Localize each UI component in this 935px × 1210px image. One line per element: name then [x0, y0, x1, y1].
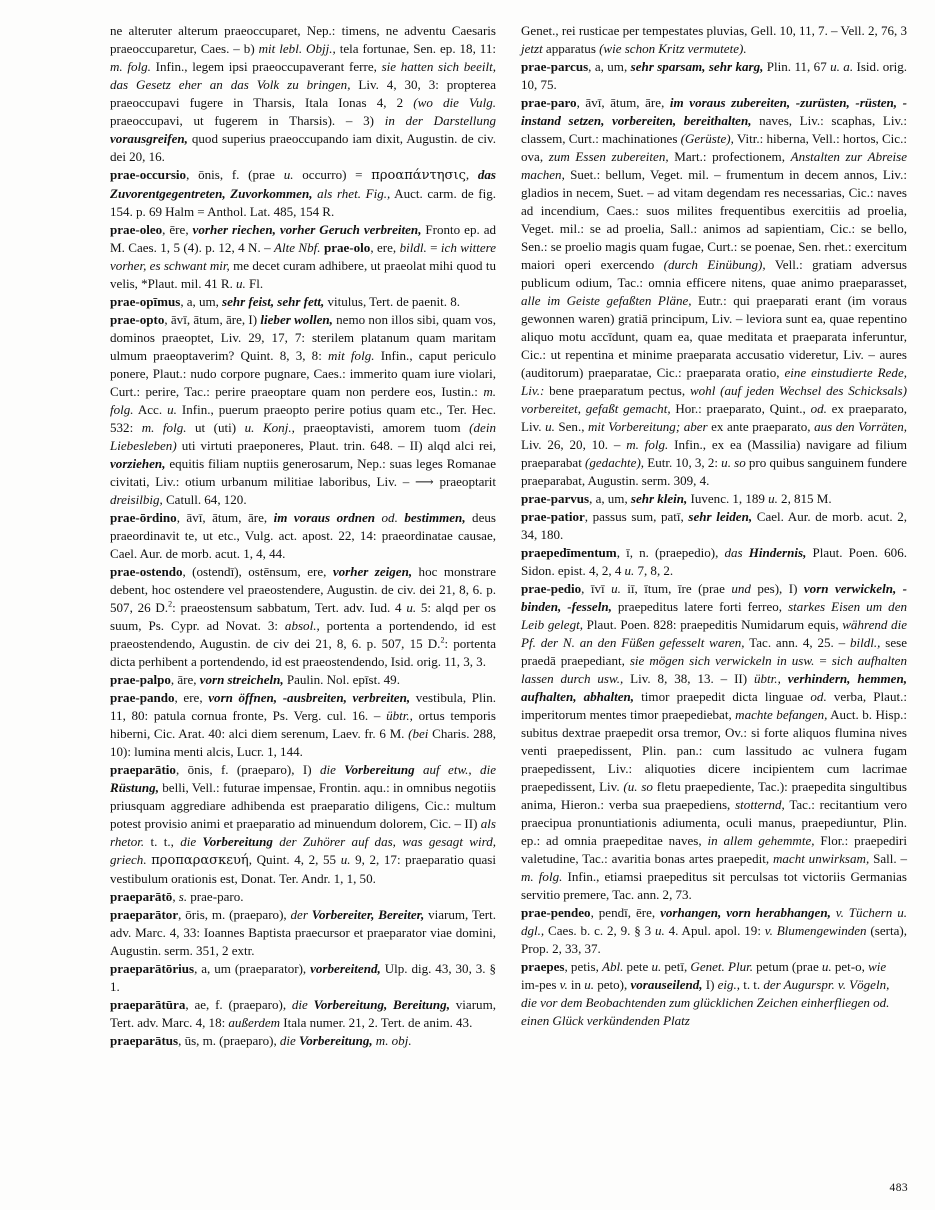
dictionary-entry: praeparātōrius, a, um (praeparator), vorbereitend, Ulp. dig. 43, 30, 3. § 1. — [110, 961, 496, 994]
dictionary-entry: prae-occursio, ōnis, f. (prae u. occurro) = προαπάντησις, das Zuvorentgegentreten, Zuvorkommen, als rhet. Fig., Auct. carm. de fig. 154. p. 69 Halm = Anthol. Lat. 485, 154 R. — [110, 167, 497, 219]
continuation-paragraph: ne alteruter alterum praeoccuparet, Nep.: timens, ne adventu Caesaris praeoccuparetur, Caes. – b) mit lebl. Objj., tela fortunae, Sen. ep. 18, 11: m. folg. Infin., legem ipsi praeoccupaverant ferre, sie hatten sich beeilt, das Gesetz eher an das Volk zu bringen, Liv. 4, 30, 3: propterea praeoccupavi fugere in Tharsis, Itala Ionas 4, 2 (wo die Vulg. praeoccupavi, ut fugerem in Tharsis). – 3) in der Darstellung vorausgreifen, quod superius praeoccupando iam dixit, Augustin. de civ. dei 20, 16. — [110, 23, 496, 164]
continuation-paragraph: Genet., rei rusticae per tempestates pluvias, Gell. 10, 11, 7. – Vell. 2, 76, 3 jetzt apparatus (wie schon Kritz vermutete). — [521, 23, 907, 56]
two-column-text-body — [110, 22, 908, 1182]
dictionary-entry: praeparātus, ūs, m. (praeparo), die Vorbereitung, m. obj. — [110, 1033, 412, 1048]
dictionary-entry: prae-ōrdino, āvī, ātum, āre, im voraus ordnen od. bestimmen, deus praeordinavit te, ut etc., Vulg. act. apost. 22, 14: praeordinatae causae, Cael. Aur. de morb. acut. 1, 4, 44. — [110, 510, 496, 561]
dictionary-entry: prae-palpo, āre, vorn streicheln, Paulin. Nol. epīst. 49. — [110, 672, 400, 687]
dictionary-entry: prae-pendeo, pendī, ēre, vorhangen, vorn herabhangen, v. Tüchern u. dgl., Caes. b. c. 2, 9. § 3 u. 4. Apul. apol. 19: v. Blumengewinden (serta), Prop. 2, 33, 37. — [521, 905, 907, 956]
dictionary-entry: prae-ostendo, (ostendī), ostēnsum, ere, vorher zeigen, hoc monstrare debent, hoc ostendere vel praeostendere, Augustin. de civ. dei 21, 8, 6. p. 507, 26 D.$^2$: praeostensum sabbatum, Tert. adv. Iud. 4 u. 5: alqd per os suum, Ps. Cypr. ad Novat. 3: absol., portenta a portendendo, id est praeostendendo, Augustin. de civ dei 21, 8, 6. p. 507, 15 D.$^2$: portenta dicta perhibent a portendendo, id est praeostendendo, Isid. orig. 11, 3, 3. — [110, 564, 496, 669]
left-text-column — [110, 22, 496, 1182]
dictionary-entry: prae-parvus, a, um, sehr klein, Iuvenc. 1, 189 u. 2, 815 M. — [521, 491, 832, 506]
dictionary-entry: prae-pedio, īvī u. iī, ītum, īre (prae und pes), I) vorn verwickeln, -binden, -fesseln, praepeditus latere forti ferreo, starkes Eisen um den Leib gelegt, Plaut. Poen. 828: praepeditis Numidarum equis, während die Pf. der N. an den Füßen gefesselt waren, Tac. ann. 4, 25. – bildl., sese praedā praepediant, sie mögen sich verwickeln in usw. = sich aufhalten lassen durch usw., Liv. 8, 38, 13. – II) übtr., verhindern, hemmen, aufhalten, abhalten, timor praepedit dicta linguae od. verba, Plaut.: imperitorum mentes timor praepediebat, machte befangen, Auct. b. Hisp.: subitus dextrae praepedit orsa tremor, Ov.: si forte aliquos flumina nives venti praepedissent, Plin. pan.: cum lassitudo ac vulnera fugam praepedissent, Liv.: aliquoties dicere incipientem cum lacrimae praepedissent, Liv. (u. so fletu praepediente, Tac.): praepedita singultibus anima, Hieron.: verba sua praepediens, stotternd, Tac.: recitantium vero praecipua pronuntiationis adiumenta, oculi manus, praepediuntur, Plin. ep.: ad omnia praepeditae naves, in allem gehemmte, Flor.: praepediri valetudine, Tac.: avaritia bonas artes praepedit, macht unwirksam, Sall. – m. folg. Infin., etiamsi praepeditus sit perculsas tot victoriis Germanias servitio premere, Tac. ann. 2, 73. — [521, 581, 908, 902]
right-text-column — [521, 22, 907, 1182]
dictionary-entry: praeparātūra, ae, f. (praeparo), die Vorbereitung, Bereitung, viarum, Tert. adv. Marc. 4, 18: außerdem Itala numer. 21, 2. Tert. de anim. 43. — [110, 997, 496, 1030]
dictionary-entry: prae-paro, āvī, ātum, āre, im voraus zubereiten, -zurüsten, -rüsten, -instand setzen, vorbereiten, bereithalten, naves, Liv.: scaphas, Liv.: classem, Curt.: machinationes (Gerüste), Vitr.: hiberna, Vell.: hortos, Cic.: ova, zum Essen zubereiten, Mart.: profectionem, Anstalten zur Abreise machen, Suet.: bellum, Veget. mil. – frumentum in decem annos, Liv.: gladios in necem, Suet. – ad vitam degendam res necessarias, Cic.: naves ad incendium, Caes.: suos milites frequentibus exercitiis ad proelia, Veget. mil.: se ad proelia, Sall.: animos ad sapientiam, Cic.: se bello, Sen.: se proelio magis quam fugae, Curt.: se poenae, Sen. rhet.: exercitum maiori operi exercendo (durch Einübung), Vell.: gratiam adversus publicum odium, Tac.: omnia efficere nitens, quae animo praeparasset, alle im Geiste gefaßten Pläne, Eutr.: qui praeparati erant (im voraus gewonnen waren) gratiā principum, Liv. – leviora sunt ea, quae repentino aliquo motu accīdunt, quam ea, quae meditata et praeparata inferuntur, Cic.: ut repentina et minime praeparata accusatio videretur, Liv. – aures (auditorum) praeparatae, Cic.: praeparata oratio, eine einstudierte Rede, Liv.: bene praeparatum pectus, wohl (auf jeden Wechsel des Schicksals) vorbereitet, gefaßt gemacht, Hor.: praeparato, Quint., od. ex praeparato, Liv. u. Sen., mit Vorbereitung; aber ex ante praeparato, aus den Vorräten, Liv. 26, 20, 10. – m. folg. Infin., ex ea (Massilia) navigare ad filium praeparabat (gedachte), Eutr. 10, 3, 2: u. so pro quibus sanguinem fundere praeparabat, Augustin. serm. 309, 4. — [521, 95, 908, 488]
dictionary-entry: prae-pando, ere, vorn öffnen, -ausbreiten, verbreiten, vestibula, Plin. 11, 80: patula cornua fronte, Ps. Verg. cul. 16. – übtr., ortus temporis hiberni, Cic. Arat. 40: alci diem serenum, Laev. fr. 6 M. (bei Charis. 288, 10): lumina menti alcis, Lucr. 1, 144. — [110, 690, 497, 759]
dictionary-entry: prae-opto, āvī, ātum, āre, I) lieber wollen, nemo non illos sibi, quam vos, dominos praeoptet, Liv. 29, 17, 7: sterilem platanum quam maritam ulmum praeoptaverim? Quint. 8, 3, 8: mit folg. Infin., caput periculo ponere, Plaut.: nudo corpore pugnare, Caes.: immerito quam iure violari, Curt.: perire, Tac.: perire praeoptare quam non perdere eos, Iustin.: m. folg. Acc. u. Infin., puerum praeopto perire potius quam etc., Ter. Hec. 532: m. folg. ut (uti) u. Konj., praeoptavisti, amorem tuom (dein Liebesleben) uti virtuti praeponeres, Plaut. trin. 648. – II) alqd alci rei, vorziehen, equitis filiam nuptiis generosarum, Nep.: suas leges Romanae civitati, Liv.: otium urbanum militiae laboribus, Liv. – ⟶ praeoptarit dreisilbig, Catull. 64, 120. — [110, 312, 496, 507]
page-number: 483 — [889, 1182, 908, 1194]
dictionary-entry: praeparātor, ōris, m. (praeparo), der Vorbereiter, Bereiter, viarum, Tert. adv. Marc. 4, 33: Ioannes Baptista praecursor et praeparator viae domini, Augustin. serm. 351, 2 extr. — [110, 907, 496, 958]
dictionary-entry: praeparātō, s. prae-paro. — [110, 889, 244, 904]
dictionary-entry: prae-parcus, a, um, sehr sparsam, sehr karg, Plin. 11, 67 u. a. Isid. orig. 10, 75. — [521, 59, 908, 92]
dictionary-entry: prae-oleo, ēre, vorher riechen, vorher Geruch verbreiten, Fronto ep. ad M. Caes. 1, 5 (4). p. 12, 4 N. – Alte Nbf. prae-olo, ere, bildl. = ich wittere vorher, es schwant mir, me decet curam adhibere, ut praeolat mihi quod tu velis, *Plaut. mil. 41 R. u. Fl. — [110, 222, 497, 291]
dictionary-entry: praepedīmentum, ī, n. (praepedio), das Hindernis, Plaut. Poen. 606. Sidon. epist. 4, 2, 4 u. 7, 8, 2. — [521, 545, 907, 578]
dictionary-entry: praeparātio, ōnis, f. (praeparo), I) die Vorbereitung auf etw., die Rüstung, belli, Vell.: futurae impensae, Frontin. aqu.: in omnibus negotiis priusquam aggrediare adhibenda est praeparatio diligens, Cic.: multum potest provisio animi et praeparatio ad minuendum dolorem, Cic. – II) als rhetor. t. t., die Vorbereitung der Zuhörer auf das, was gesagt wird, griech. προπαρασκευή, Quint. 4, 2, 55 u. 9, 2, 17: praeparatio quasi vestibulum orationis est, Donat. Ter. Andr. 1, 1, 50. — [110, 762, 497, 886]
dictionary-entry: prae-patior, passus sum, patī, sehr leiden, Cael. Aur. de morb. acut. 2, 34, 180. — [521, 509, 907, 542]
dictionary-entry: prae-opīmus, a, um, sehr feist, sehr fett, vitulus, Tert. de paenit. 8. — [110, 294, 460, 309]
dictionary-entry: praepes, petis, Abl. pete u. petī, Genet. Plur. petum (prae u. pet-o, wie im-pes v. in u. peto), vorauseilend, I) eig., t. t. der Augurspr. v. Vögeln, die vor dem Beobachtenden zum glücklichen Zeichen einherfliegen od. einen Glück verkündenden Platz — [521, 959, 890, 1028]
